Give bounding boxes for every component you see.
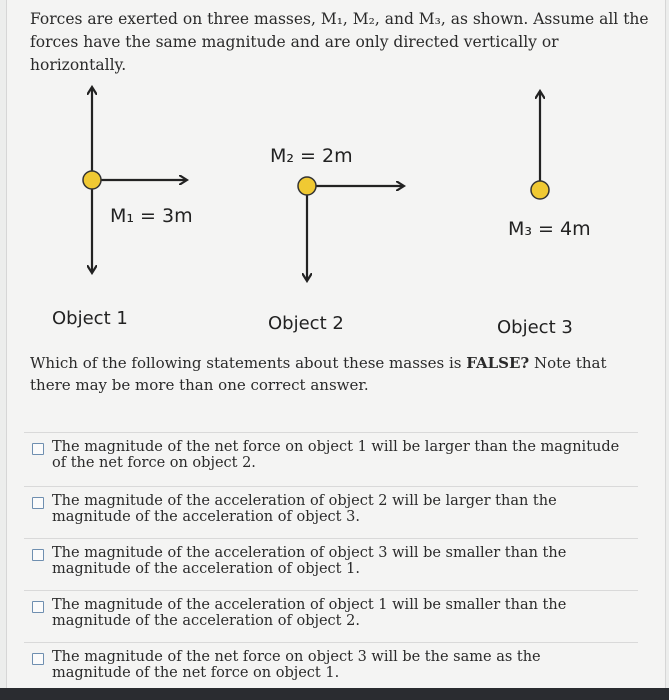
mass-2-label: M₂ = 2m [270, 145, 353, 167]
option-5-label: The magnitude of the net force on object 3 will be the same as the magnitude of the net force on object 1. [52, 649, 541, 681]
mass-2-dot [298, 177, 316, 195]
answer-option-1[interactable] [24, 432, 638, 471]
option-3-label: The magnitude of the acceleration of object 3 will be smaller than the magnitude of the acceleration of object 1. [52, 545, 567, 577]
answer-option-5[interactable] [24, 642, 638, 681]
answer-option-4[interactable] [24, 590, 638, 629]
answer-option-2[interactable] [24, 486, 638, 525]
object-1-label: Object 1 [52, 308, 128, 329]
question-text-before: Which of the following statements about these masses is [30, 354, 467, 372]
object-3-label: Object 3 [497, 317, 573, 338]
object-3-diagram [497, 92, 591, 338]
option-1-checkbox[interactable] [32, 443, 44, 455]
option-2-checkbox[interactable] [32, 497, 44, 509]
object-2-diagram [268, 145, 403, 334]
force-diagram [0, 0, 669, 345]
question-emphasis: FALSE? [466, 354, 530, 372]
option-5-checkbox[interactable] [32, 653, 44, 665]
option-2-label: The magnitude of the acceleration of object 2 will be larger than the magnitude of the acceleration of object 3. [52, 493, 557, 525]
mass-3-label: M₃ = 4m [508, 218, 591, 240]
option-4-checkbox[interactable] [32, 601, 44, 613]
object-2-label: Object 2 [268, 313, 344, 334]
option-3-checkbox[interactable] [32, 549, 44, 561]
object-1-diagram [52, 88, 193, 329]
bottom-bar [0, 688, 669, 700]
mass-1-label: M₁ = 3m [110, 205, 193, 227]
question-text-after: Note that there may be more than one correct answer. [30, 354, 607, 394]
option-1-label: The magnitude of the net force on object 1 will be larger than the magnitude of the net force on object 2. [52, 439, 620, 471]
question-prompt [30, 352, 640, 396]
mass-3-dot [531, 181, 549, 199]
mass-1-dot [83, 171, 101, 189]
answer-option-3[interactable] [24, 538, 638, 577]
option-4-label: The magnitude of the acceleration of object 1 will be smaller than the magnitude of the acceleration of object 2. [52, 597, 567, 629]
problem-statement: Forces are exerted on three masses, M₁, M₂, and M₃, as shown. Assume all the forces have the same magnitude and are only directed vertically or horizontally. [30, 10, 649, 74]
